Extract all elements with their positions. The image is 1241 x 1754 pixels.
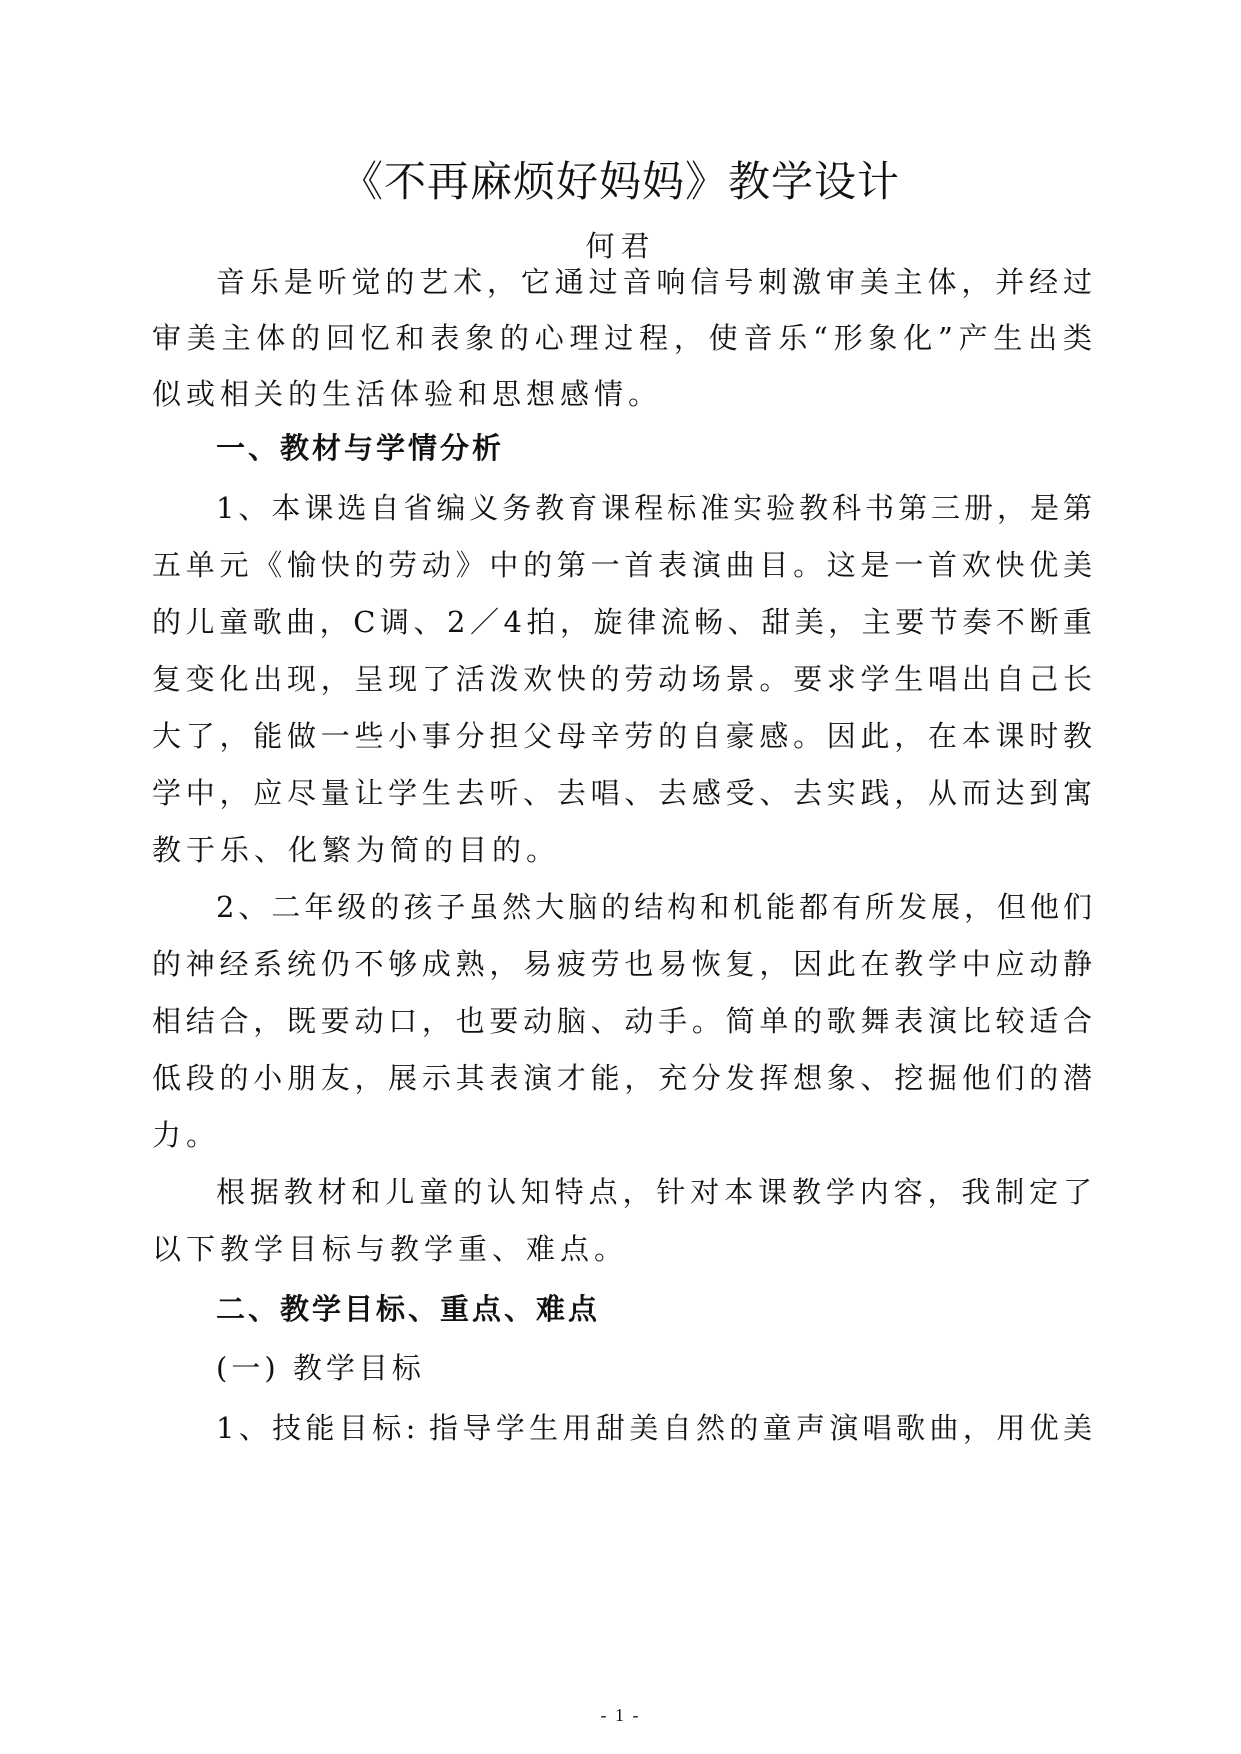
document-title: 《不再麻烦好妈妈》教学设计 bbox=[340, 157, 900, 206]
paragraph-line: 大了，能做一些小事分担父母辛劳的自豪感。因此，在本课时教 bbox=[152, 719, 1092, 753]
paragraph-line: 复变化出现，呈现了活泼欢快的劳动场景。要求学生唱出自己长 bbox=[152, 662, 1092, 696]
document-author: 何君 bbox=[585, 229, 656, 263]
paragraph-line: 学中，应尽量让学生去听、去唱、去感受、去实践，从而达到寓 bbox=[152, 776, 1092, 810]
paragraph-line: 1、本课选自省编义务教育课程标准实验教科书第三册，是第 bbox=[216, 491, 1092, 525]
paragraph-line: 2、二年级的孩子虽然大脑的结构和机能都有所发展，但他们 bbox=[216, 890, 1092, 924]
paragraph-line: 教于乐、化繁为简的目的。 bbox=[152, 833, 561, 867]
section-heading: 一、教材与学情分析 bbox=[216, 431, 505, 465]
paragraph-line: 根据教材和儿童的认知特点，针对本课教学内容，我制定了 bbox=[216, 1175, 1092, 1209]
paragraph-line: 似或相关的生活体验和思想感情。 bbox=[152, 377, 663, 411]
paragraph-line: 相结合，既要动口，也要动脑、动手。简单的歌舞表演比较适合 bbox=[152, 1004, 1092, 1038]
page-number: - 1 - bbox=[600, 1705, 641, 1725]
section-heading: 二、教学目标、重点、难点 bbox=[216, 1292, 601, 1326]
paragraph-line: 音乐是听觉的艺术，它通过音响信号刺激审美主体，并经过 bbox=[216, 265, 1092, 299]
paragraph-line: 低段的小朋友，展示其表演才能，充分发挥想象、挖掘他们的潜 bbox=[152, 1061, 1092, 1095]
paragraph-line: 力。 bbox=[152, 1118, 221, 1152]
paragraph-line: 的神经系统仍不够成熟，易疲劳也易恢复，因此在教学中应动静 bbox=[152, 947, 1092, 981]
paragraph-line: 审美主体的回忆和表象的心理过程，使音乐“形象化”产生出类 bbox=[152, 321, 1092, 355]
paragraph-line: 五单元《愉快的劳动》中的第一首表演曲目。这是一首欢快优美 bbox=[152, 548, 1092, 582]
paragraph-line: 1、技能目标: 指导学生用甜美自然的童声演唱歌曲，用优美 bbox=[216, 1411, 1092, 1445]
paragraph-line: 以下教学目标与教学重、难点。 bbox=[152, 1232, 629, 1266]
paragraph-line: 的儿童歌曲，C调、2／4拍，旋律流畅、甜美，主要节奏不断重 bbox=[152, 605, 1092, 639]
subsection-heading: (一) 教学目标 bbox=[216, 1351, 425, 1385]
